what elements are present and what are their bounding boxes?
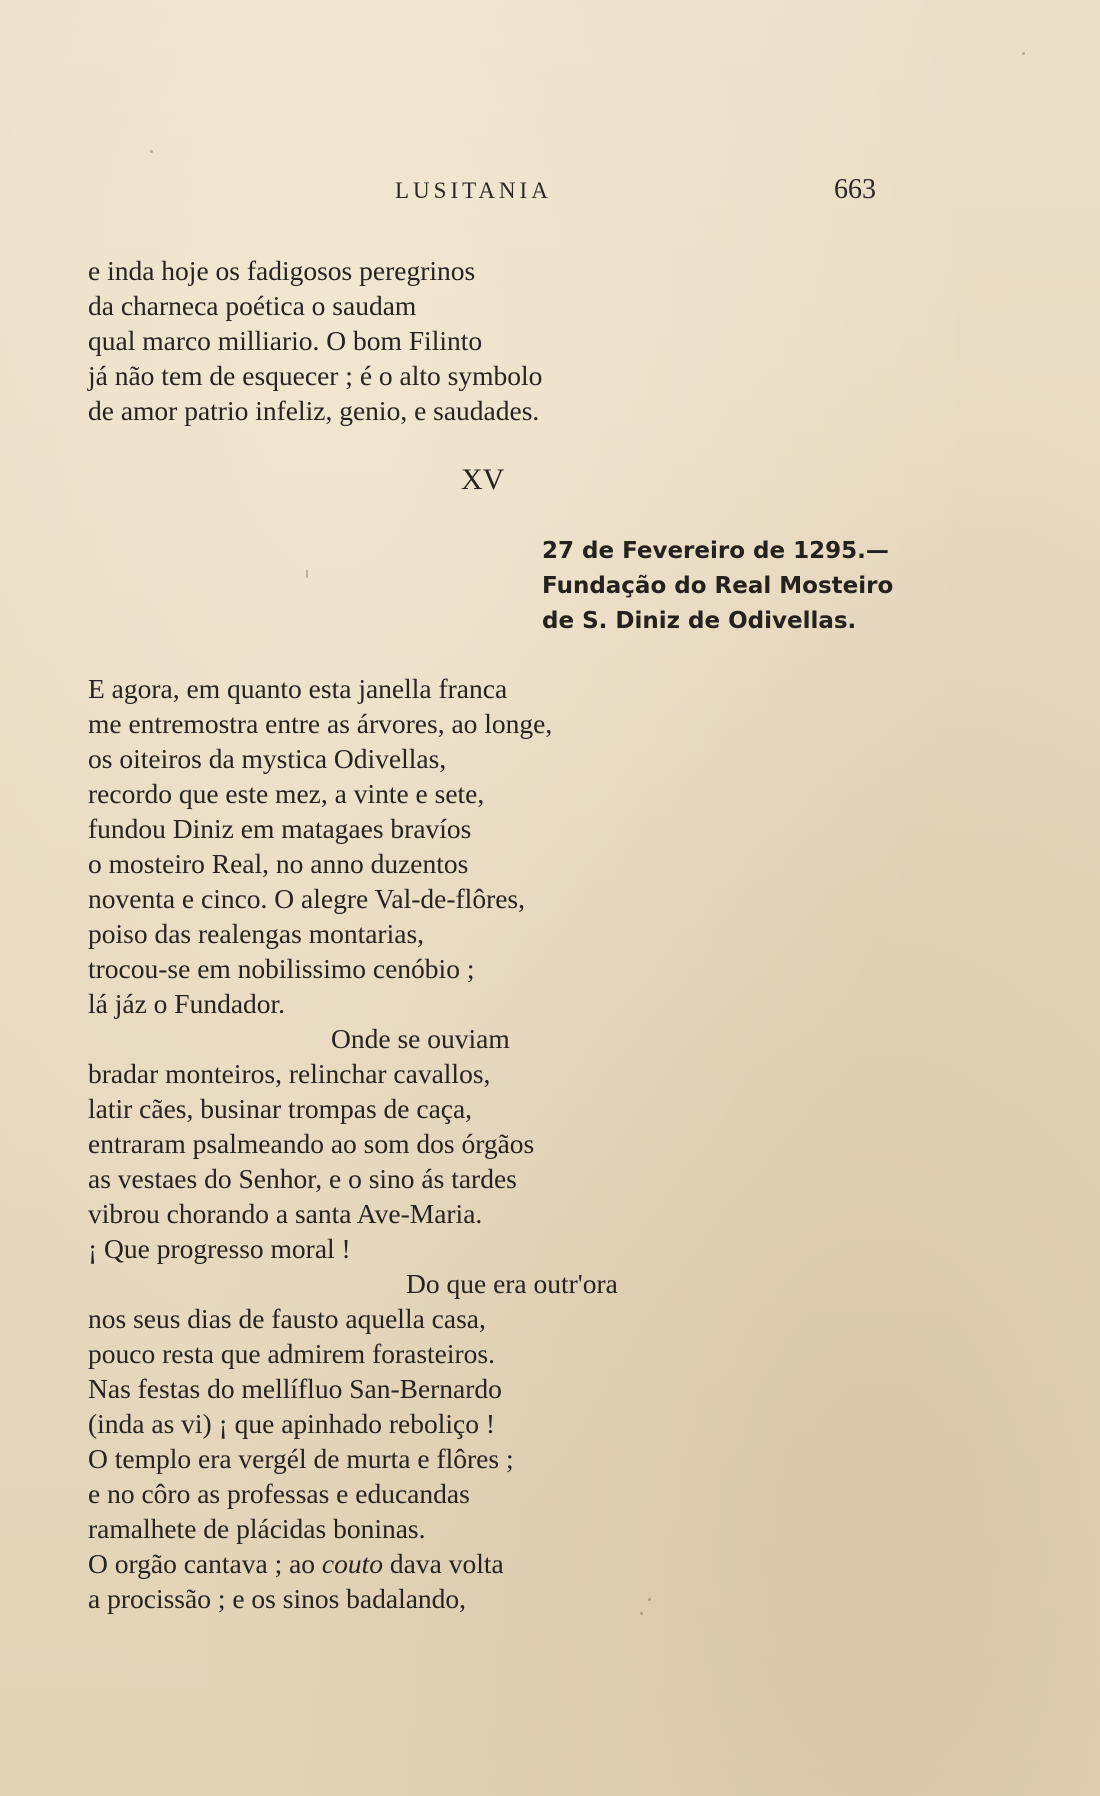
poem-line: noventa e cinco. O alegre Val-de-flôres, (88, 883, 526, 914)
poem-line: O templo era vergél de murta e flôres ; (88, 1443, 514, 1474)
paper-speck (1022, 52, 1025, 55)
epigraph-line: Fundação do Real Mosteiro (542, 573, 894, 599)
italic-word: couto (321, 1548, 384, 1579)
poem-line: a procissão ; e os sinos badalando, (88, 1583, 467, 1614)
text-line: já não tem de esquecer ; é o alto symbolo (88, 360, 543, 391)
paper-speck (648, 1598, 651, 1601)
text-run: O orgão cantava ; ao (88, 1548, 322, 1579)
intro-stanza (88, 253, 542, 428)
text-line: da charneca poética o saudam (88, 290, 417, 321)
poem-line: Nas festas do mellífluo San-Bernardo (88, 1373, 502, 1404)
poem-line: nos seus dias de fausto aquella casa, (88, 1303, 486, 1334)
poem-line: os oiteiros da mystica Odivellas, (88, 743, 447, 774)
poem-line: trocou-se em nobilissimo cenóbio ; (88, 953, 475, 984)
text-run: dava volta (383, 1548, 504, 1579)
poem-line: ¡ Que progresso moral ! (88, 1233, 351, 1264)
poem-line-indented: Onde se ouviam (331, 1023, 510, 1054)
paper-speck (150, 150, 153, 153)
poem-line: fundou Diniz em matagaes bravíos (88, 813, 472, 844)
poem-line: bradar monteiros, relinchar cavallos, (88, 1058, 491, 1089)
text-line: e inda hoje os fadigosos peregrinos (88, 255, 476, 286)
section-numeral: XV (461, 463, 505, 496)
epigraph-line: de S. Diniz de Odivellas. (542, 608, 857, 634)
poem-line: latir cães, businar trompas de caça, (88, 1093, 473, 1124)
poem-body (88, 671, 618, 1616)
epigraph-line: 27 de Fevereiro de 1295.— (542, 538, 889, 564)
poem-line-indented: Do que era outr'ora (406, 1268, 618, 1299)
poem-line: as vestaes do Senhor, e o sino ás tardes (88, 1163, 517, 1194)
poem-line: lá jáz o Fundador. (88, 988, 286, 1019)
poem-line: ramalhete de plácidas boninas. (88, 1513, 426, 1544)
poem-line: vibrou chorando a santa Ave-Maria. (88, 1198, 483, 1229)
page-number: 663 (834, 174, 876, 205)
section-epigraph (542, 534, 893, 639)
poem-line: poiso das realengas montarias, (88, 918, 425, 949)
poem-line: o mosteiro Real, no anno duzentos (88, 848, 469, 879)
poem-line: me entremostra entre as árvores, ao longe, (88, 708, 553, 739)
poem-line: E agora, em quanto esta janella franca (88, 673, 508, 704)
poem-line: e no côro as professas e educandas (88, 1478, 470, 1509)
paper-speck (306, 570, 308, 578)
poem-line: (inda as vi) ¡ que apinhado reboliço ! (88, 1408, 496, 1439)
poem-line-with-italic (88, 1546, 618, 1581)
running-header-title: LUSITANIA (395, 178, 552, 203)
text-line: de amor patrio infeliz, genio, e saudades. (88, 395, 540, 426)
poem-line: entraram psalmeando ao som dos órgãos (88, 1128, 535, 1159)
poem-line: recordo que este mez, a vinte e sete, (88, 778, 485, 809)
poem-line: pouco resta que admirem forasteiros. (88, 1338, 496, 1369)
text-line: qual marco milliario. O bom Filinto (88, 325, 483, 356)
paper-speck (640, 1612, 643, 1615)
